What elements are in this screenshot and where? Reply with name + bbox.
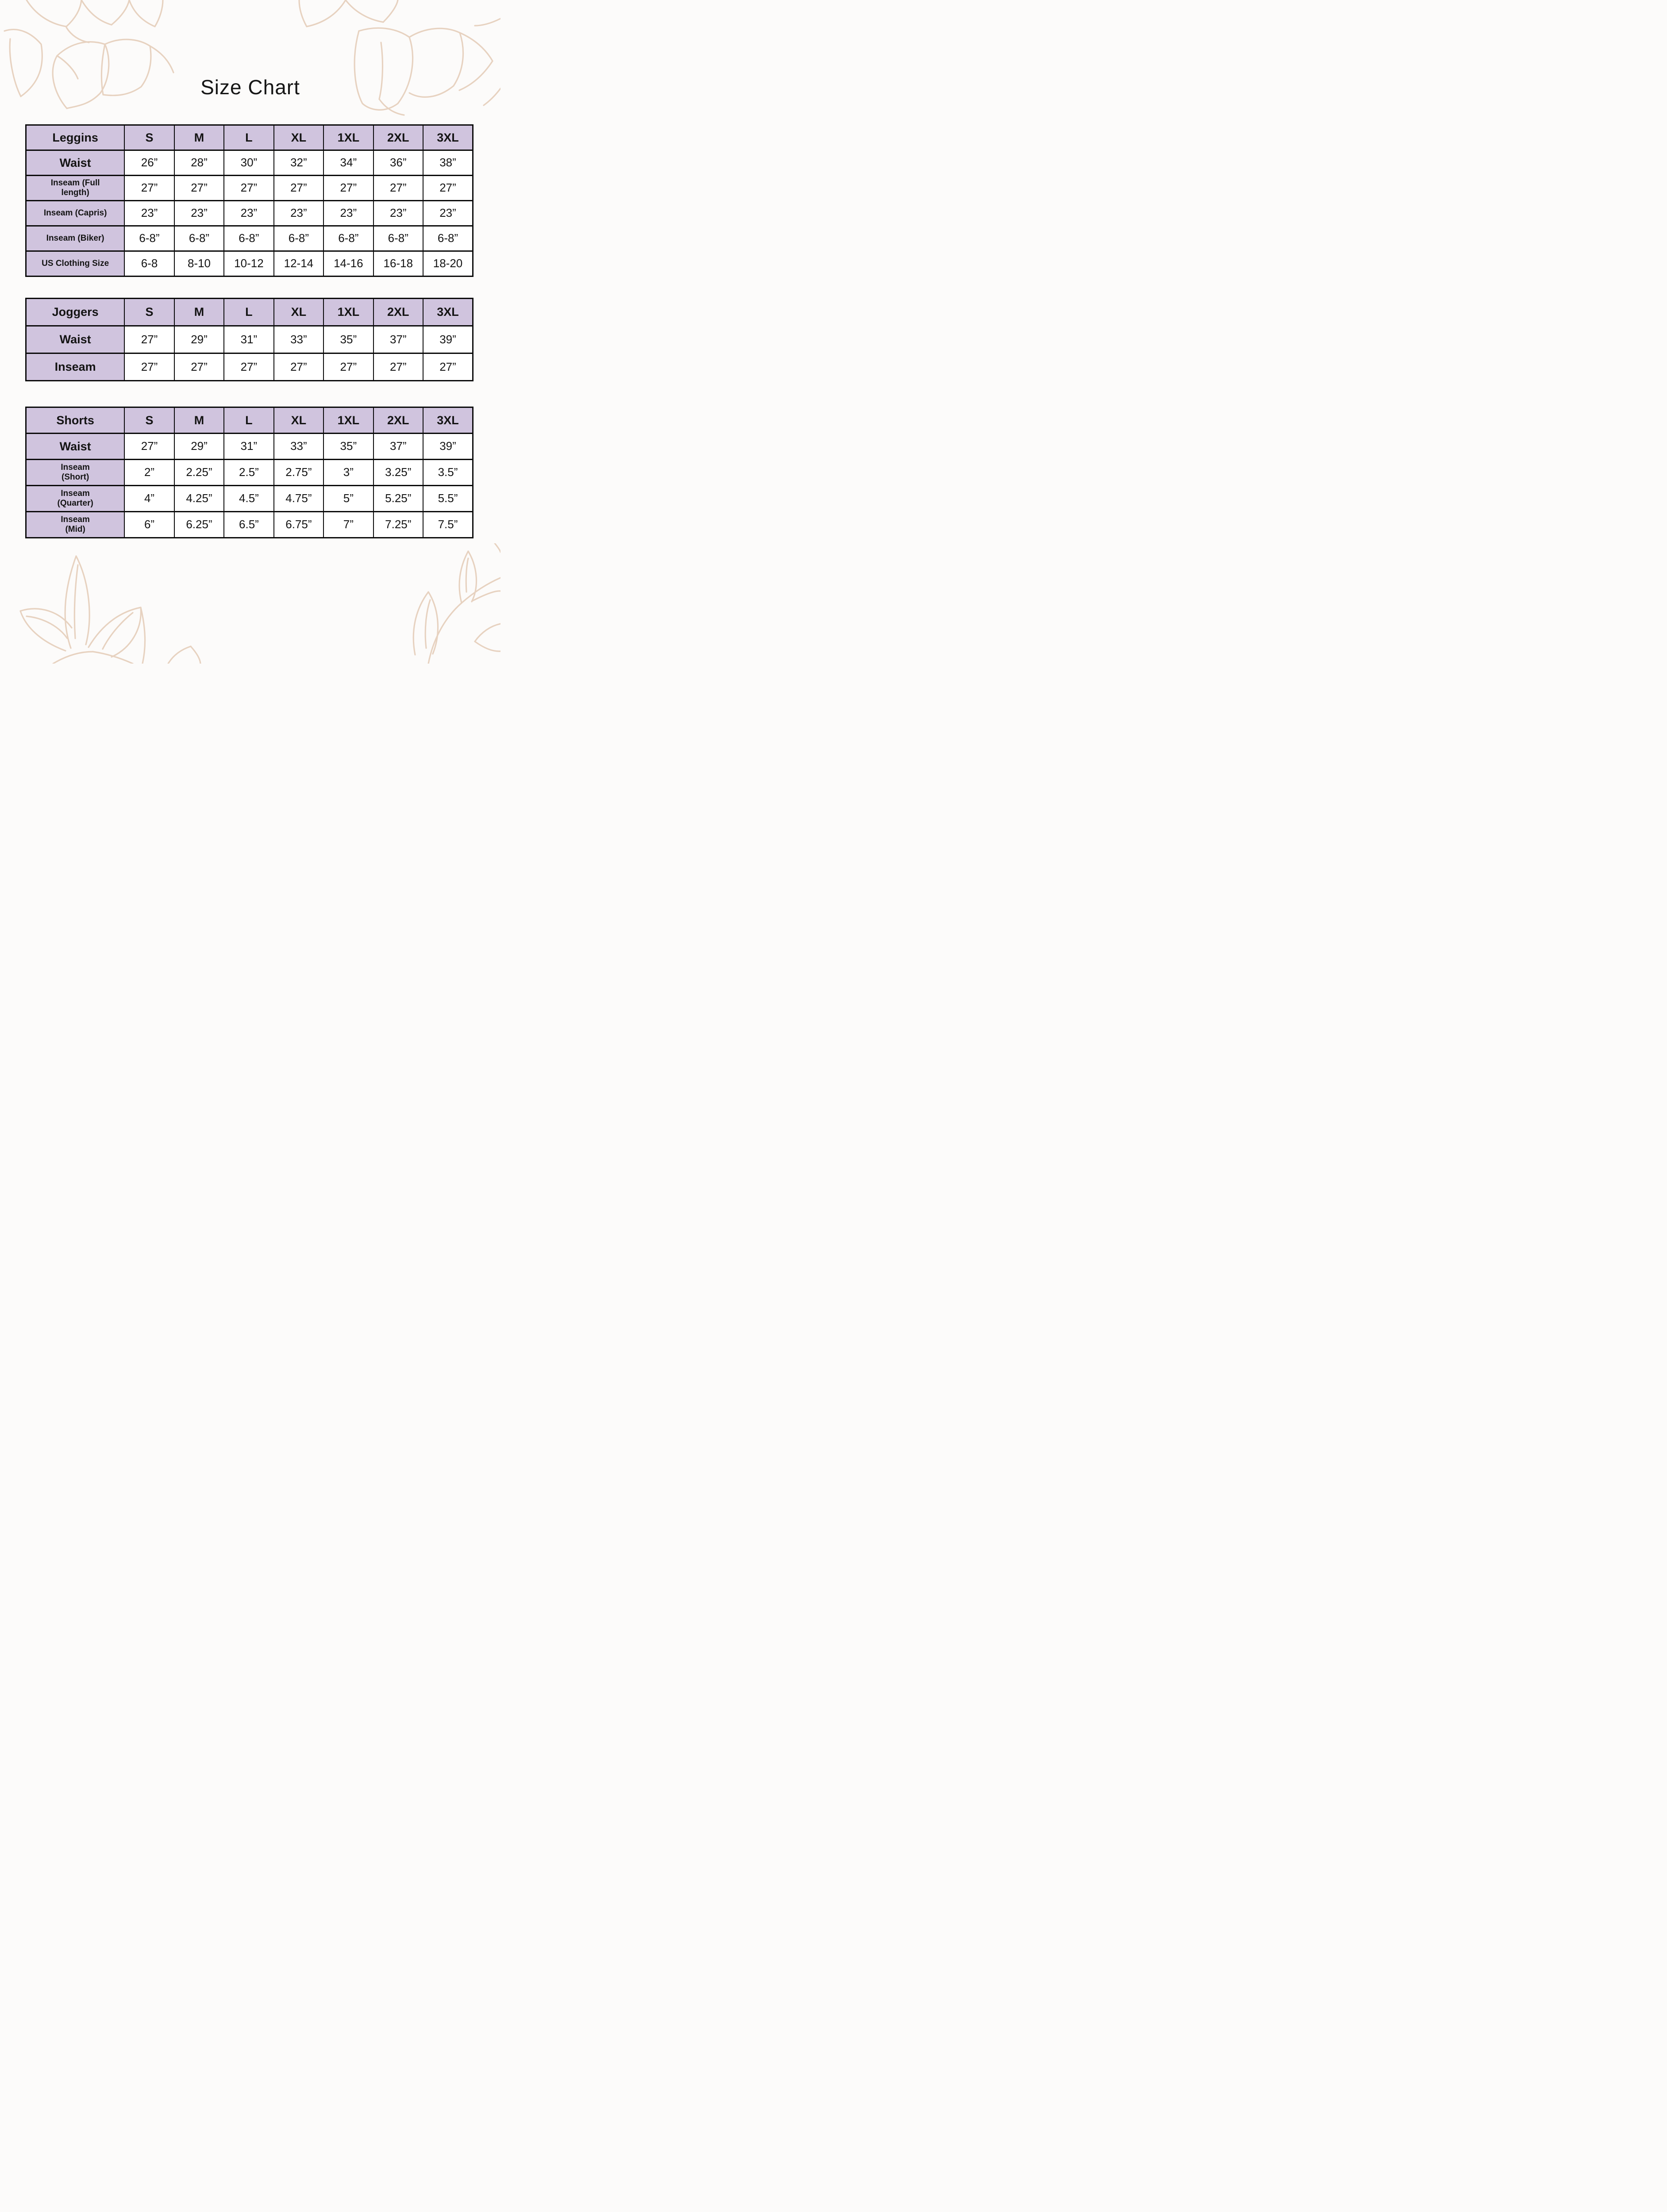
table-row xyxy=(26,512,473,538)
size-header-cell: L xyxy=(224,407,273,434)
value-cell: 30” xyxy=(224,150,273,176)
table-row xyxy=(26,486,473,512)
table-row xyxy=(26,150,473,176)
table-header-row xyxy=(26,407,473,434)
size-header-cell: 2XL xyxy=(373,299,423,326)
value-cell: 27” xyxy=(174,176,224,201)
row-label-cell: Inseam (Capris) xyxy=(26,201,125,226)
row-label-cell: Waist xyxy=(26,150,125,176)
value-cell: 39” xyxy=(423,326,473,353)
size-chart-page xyxy=(0,0,500,664)
value-cell: 29” xyxy=(174,434,224,460)
value-cell: 27” xyxy=(274,176,323,201)
value-cell: 39” xyxy=(423,434,473,460)
product-name-cell-joggers: Joggers xyxy=(26,299,125,326)
row-label-cell: Inseam (Full length) xyxy=(26,176,125,201)
value-cell: 7.5” xyxy=(423,512,473,538)
size-table-leggins xyxy=(25,124,474,277)
value-cell: 35” xyxy=(323,326,373,353)
value-cell: 38” xyxy=(423,150,473,176)
value-cell: 27” xyxy=(224,353,273,381)
value-cell: 37” xyxy=(373,434,423,460)
value-cell: 8-10 xyxy=(174,251,224,276)
value-cell: 23” xyxy=(174,201,224,226)
value-cell: 23” xyxy=(323,201,373,226)
size-header-cell: S xyxy=(124,125,174,150)
value-cell: 5.25” xyxy=(373,486,423,512)
row-label-cell: Inseam (Mid) xyxy=(26,512,125,538)
value-cell: 14-16 xyxy=(323,251,373,276)
value-cell: 27” xyxy=(323,353,373,381)
size-header-cell: L xyxy=(224,299,273,326)
table-row xyxy=(26,434,473,460)
value-cell: 31” xyxy=(224,326,273,353)
value-cell: 35” xyxy=(323,434,373,460)
row-label-cell: Inseam (Short) xyxy=(26,460,125,486)
table-row xyxy=(26,251,473,276)
value-cell: 6-8” xyxy=(423,226,473,251)
size-header-cell: 1XL xyxy=(323,299,373,326)
value-cell: 28” xyxy=(174,150,224,176)
table-row xyxy=(26,226,473,251)
value-cell: 6.5” xyxy=(224,512,273,538)
row-label-cell: US Clothing Size xyxy=(26,251,125,276)
value-cell: 23” xyxy=(274,201,323,226)
value-cell: 27” xyxy=(174,353,224,381)
value-cell: 2.25” xyxy=(174,460,224,486)
value-cell: 4.75” xyxy=(274,486,323,512)
table-header-row xyxy=(26,299,473,326)
row-label-cell: Inseam xyxy=(26,353,125,381)
value-cell: 34” xyxy=(323,150,373,176)
value-cell: 10-12 xyxy=(224,251,273,276)
product-name-cell-shorts: Shorts xyxy=(26,407,125,434)
value-cell: 4.25” xyxy=(174,486,224,512)
value-cell: 16-18 xyxy=(373,251,423,276)
size-header-cell: XL xyxy=(274,125,323,150)
row-label-cell: Inseam (Biker) xyxy=(26,226,125,251)
size-table-shorts xyxy=(25,407,474,538)
size-header-cell: 1XL xyxy=(323,125,373,150)
value-cell: 3” xyxy=(323,460,373,486)
size-header-cell: S xyxy=(124,407,174,434)
value-cell: 37” xyxy=(373,326,423,353)
value-cell: 27” xyxy=(423,353,473,381)
size-header-cell: S xyxy=(124,299,174,326)
value-cell: 7” xyxy=(323,512,373,538)
row-label-cell: Waist xyxy=(26,434,125,460)
value-cell: 27” xyxy=(323,176,373,201)
value-cell: 4” xyxy=(124,486,174,512)
size-header-cell: XL xyxy=(274,407,323,434)
value-cell: 6-8” xyxy=(174,226,224,251)
product-name-cell-leggins: Leggins xyxy=(26,125,125,150)
size-header-cell: M xyxy=(174,125,224,150)
value-cell: 27” xyxy=(373,176,423,201)
value-cell: 6-8” xyxy=(373,226,423,251)
value-cell: 2.75” xyxy=(274,460,323,486)
table-header-row xyxy=(26,125,473,150)
value-cell: 4.5” xyxy=(224,486,273,512)
value-cell: 32” xyxy=(274,150,323,176)
size-header-cell: L xyxy=(224,125,273,150)
value-cell: 12-14 xyxy=(274,251,323,276)
value-cell: 23” xyxy=(224,201,273,226)
value-cell: 23” xyxy=(124,201,174,226)
value-cell: 31” xyxy=(224,434,273,460)
size-table-joggers xyxy=(25,298,474,381)
value-cell: 26” xyxy=(124,150,174,176)
row-label-cell: Inseam (Quarter) xyxy=(26,486,125,512)
value-cell: 27” xyxy=(373,353,423,381)
value-cell: 27” xyxy=(423,176,473,201)
value-cell: 6-8 xyxy=(124,251,174,276)
value-cell: 36” xyxy=(373,150,423,176)
value-cell: 29” xyxy=(174,326,224,353)
size-header-cell: M xyxy=(174,407,224,434)
row-label-cell: Waist xyxy=(26,326,125,353)
table-row xyxy=(26,460,473,486)
value-cell: 6-8” xyxy=(224,226,273,251)
size-header-cell: 3XL xyxy=(423,407,473,434)
value-cell: 27” xyxy=(124,326,174,353)
value-cell: 3.25” xyxy=(373,460,423,486)
size-header-cell: XL xyxy=(274,299,323,326)
value-cell: 27” xyxy=(124,353,174,381)
page-title: Size Chart xyxy=(200,76,300,99)
value-cell: 27” xyxy=(274,353,323,381)
table-row xyxy=(26,176,473,201)
size-header-cell: 1XL xyxy=(323,407,373,434)
table-row xyxy=(26,353,473,381)
leaf-line-art-bottom-right xyxy=(362,543,500,664)
value-cell: 6” xyxy=(124,512,174,538)
table-row xyxy=(26,326,473,353)
value-cell: 5.5” xyxy=(423,486,473,512)
size-header-cell: M xyxy=(174,299,224,326)
value-cell: 33” xyxy=(274,326,323,353)
value-cell: 27” xyxy=(124,176,174,201)
value-cell: 3.5” xyxy=(423,460,473,486)
value-cell: 2” xyxy=(124,460,174,486)
value-cell: 6-8” xyxy=(124,226,174,251)
size-header-cell: 2XL xyxy=(373,125,423,150)
size-header-cell: 3XL xyxy=(423,125,473,150)
table-row xyxy=(26,201,473,226)
value-cell: 18-20 xyxy=(423,251,473,276)
value-cell: 27” xyxy=(224,176,273,201)
value-cell: 5” xyxy=(323,486,373,512)
value-cell: 33” xyxy=(274,434,323,460)
value-cell: 7.25” xyxy=(373,512,423,538)
value-cell: 6.25” xyxy=(174,512,224,538)
value-cell: 27” xyxy=(124,434,174,460)
value-cell: 2.5” xyxy=(224,460,273,486)
value-cell: 23” xyxy=(373,201,423,226)
value-cell: 6.75” xyxy=(274,512,323,538)
size-header-cell: 2XL xyxy=(373,407,423,434)
value-cell: 6-8” xyxy=(323,226,373,251)
leaf-line-art-bottom-left xyxy=(0,545,204,664)
size-header-cell: 3XL xyxy=(423,299,473,326)
value-cell: 6-8” xyxy=(274,226,323,251)
value-cell: 23” xyxy=(423,201,473,226)
